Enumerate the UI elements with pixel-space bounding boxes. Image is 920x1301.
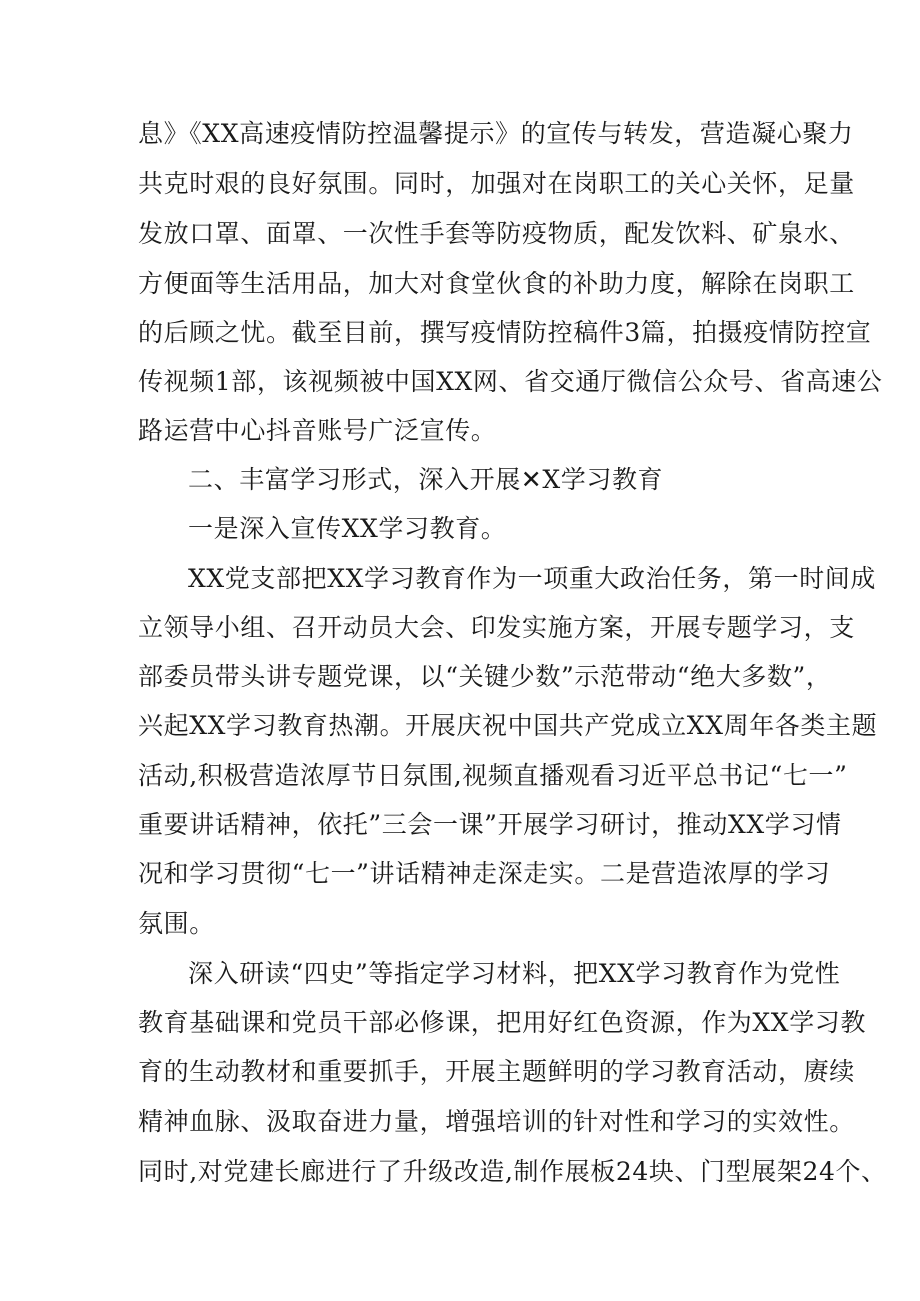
body-text-line: 重要讲话精神，依托”三会一课”开展学习研讨，推动XX学习情 xyxy=(138,810,842,839)
body-text-line: 活动,积极营造浓厚节日氛围,视频直播观看习近平总书记“七一” xyxy=(138,761,848,790)
body-text-line: 方便面等生活用品，加大对食堂伙食的补助力度，解除在岗职工 xyxy=(138,269,855,298)
body-text-line: 教育基础课和党员干部必修课，把用好红色资源，作为XX学习教 xyxy=(138,1008,866,1037)
body-text-line: 发放口罩、面罩、一次性手套等防疫物质，配发饮料、矿泉水、 xyxy=(138,219,855,248)
body-text-line: 共克时艰的良好氛围。同时，加强对在岗职工的关心关怀，足量 xyxy=(138,169,855,198)
section-heading: 二、丰富学习形式，深入开展✕X学习教育 xyxy=(188,465,664,494)
body-text-line: XX党支部把XX学习教育作为一项重大政治任务，第一时间成 xyxy=(188,564,876,593)
body-text-line: 精神血脉、汲取奋进力量，增强培训的针对性和学习的实效性。 xyxy=(138,1107,855,1136)
body-text-line: 氛围。 xyxy=(138,909,215,938)
subsection-heading: 一是深入宣传XX学习教育。 xyxy=(188,514,507,543)
body-text-line: 同时,对党建长廊进行了升级改造,制作展板24块、门型展架24个、 xyxy=(138,1157,887,1186)
body-text-line: 兴起XX学习教育热潮。开展庆祝中国共产党成立XX周年各类主题 xyxy=(138,711,878,740)
body-text-line: 传视频1部，该视频被中国XX网、省交通厅微信公众号、省高速公 xyxy=(138,367,883,396)
body-text-line: 部委员带头讲专题党课，以“关键少数”示范带动“绝大多数”， xyxy=(138,662,832,691)
body-text-line: 况和学习贯彻“七一”讲话精神走深走实。二是营造浓厚的学习 xyxy=(138,859,831,888)
body-text-line: 深入研读“四史”等指定学习材料，把XX学习教育作为党性 xyxy=(188,959,841,988)
body-text-line: 育的生动教材和重要抓手，开展主题鲜明的学习教育活动，赓续 xyxy=(138,1057,855,1086)
body-text-line: 立领导小组、召开动员大会、印发实施方案，开展专题学习，支 xyxy=(138,613,855,642)
body-text-line: 的后顾之忧。截至目前，撰写疫情防控稿件3篇，拍摄疫情防控宣 xyxy=(138,318,872,347)
body-text-line: 路运营中心抖音账号广泛宣传。 xyxy=(138,416,497,445)
body-text-line: 息》《XX高速疫情防控温馨提示》的宣传与转发，营造凝心聚力 xyxy=(138,119,854,148)
